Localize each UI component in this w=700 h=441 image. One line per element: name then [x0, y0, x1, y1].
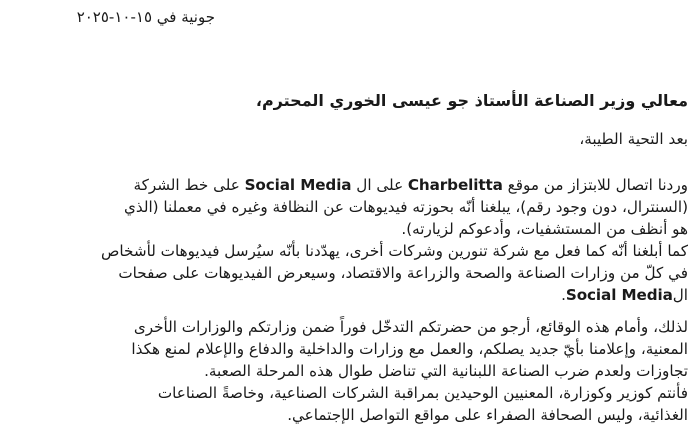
paragraph-1-line-1-mid: على ال: [356, 176, 404, 194]
paragraph-2-line-1: كما أبلغنا أنّه كما فعل مع شركة تنورين وشركات أخرى، يهدّدنا بأنّه سيُرسل فيديوهات لأشخاص: [101, 242, 688, 260]
paragraph-3-line-2: المعنية، وإعلامنا بأيّ جديد يصلكم، والعمل مع وزارات والداخلية والدفاع والإعلام لمنع هكذا: [131, 340, 688, 358]
paragraph-2-line-3-suffix: .: [561, 286, 566, 304]
paragraph-1-line-2: (السنترال، دون وجود رقم)، يبلغنا أنّه بحوزته فيديوهات عن النظافة وغيره في معملنا (الذي: [123, 198, 688, 216]
paragraph-2-platform-name: Social Media: [565, 286, 673, 304]
paragraph-3-line-4: فأنتم كوزير وكوزارة، المعنيين الوحيدين بمراقبة الشركات الصناعية، وخاصةً الصناعات: [157, 384, 688, 402]
paragraph-1-line-1: [8, 174, 688, 196]
paragraph-1-line-1-pre: وردنا اتصال للابتزاز من موقع: [507, 176, 688, 194]
paragraph-2-line-2: في كلّ من وزارات الصناعة والصحة والزراعة والاقتصاد، وسيعرض الفيديوهات على صفحات: [118, 264, 688, 282]
letter-date: جونية في ١٥-١٠-٢٠٢٥: [76, 8, 215, 26]
paragraph-3-line-3: تجاوزات ولعدم ضرب الصناعة اللبنانية التي تناضل طوال هذه المرحلة الصعبة.: [204, 362, 688, 380]
letter-greeting: بعد التحية الطيبة،: [579, 130, 688, 148]
paragraph-2-line-3: [8, 284, 688, 306]
brand-name: Charbelitta: [407, 176, 503, 194]
paragraph-3-line-5: الغذائية، وليس الصحافة الصفراء على مواقع التواصل الإجتماعي.: [287, 406, 688, 424]
paragraph-1-line-3: هو أنظف من المستشفيات، وأدعوكم لزيارته).: [401, 220, 688, 238]
paragraph-1-line-1-post: على خط الشركة: [133, 176, 240, 194]
paragraph-2-line-3-prefix: ال: [672, 286, 688, 304]
platform-name: Social Media: [244, 176, 352, 194]
paragraph-3-line-1: لذلك، وأمام هذه الوقائع، أرجو من حضرتكم التدخّل فوراً ضمن وزارتكم والوزارات الأخرى: [133, 318, 688, 336]
letter-salutation: معالي وزير الصناعة الأستاذ جو عيسى الخوري المحترم،: [255, 91, 688, 110]
